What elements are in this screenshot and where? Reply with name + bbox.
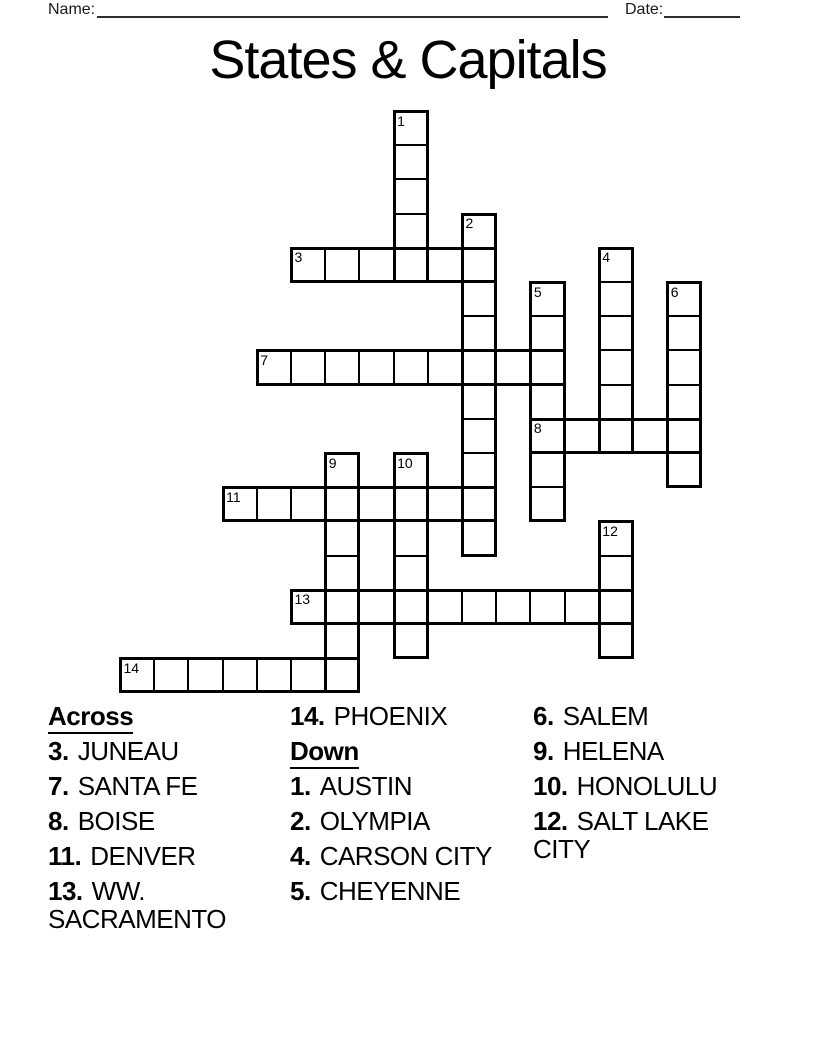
clue-text: PHOENIX — [333, 701, 448, 731]
clue-text: CARSON CITY — [319, 841, 492, 871]
cell-number: 6 — [670, 283, 679, 300]
grid-cell[interactable] — [393, 213, 429, 249]
clue-text: BOISE — [77, 806, 155, 836]
clue-number: 3. — [48, 736, 69, 766]
grid-cell[interactable] — [427, 486, 463, 522]
grid-cell[interactable] — [324, 247, 360, 283]
cell-number: 4 — [602, 249, 611, 266]
grid-cell[interactable] — [461, 589, 497, 625]
clue-number: 13. — [48, 876, 83, 906]
clue-item — [48, 877, 254, 933]
grid-cell[interactable] — [393, 349, 429, 385]
clue-item — [48, 842, 254, 870]
grid-cell[interactable] — [461, 349, 497, 385]
grid-cell[interactable] — [666, 452, 702, 488]
cell-number: 2 — [465, 215, 474, 232]
clue-text: SALEM — [562, 701, 649, 731]
grid-cell[interactable] — [290, 486, 326, 522]
grid-cell[interactable] — [393, 144, 429, 180]
grid-cell[interactable] — [598, 349, 634, 385]
grid-cell[interactable] — [598, 281, 634, 317]
clue-text: HONOLULU — [576, 771, 718, 801]
grid-cell[interactable] — [324, 349, 360, 385]
clues-heading-across — [48, 702, 254, 730]
grid-cell[interactable] — [529, 418, 565, 454]
grid-cell[interactable] — [256, 486, 292, 522]
date-fill-line[interactable] — [664, 0, 740, 18]
grid-cell[interactable] — [598, 384, 634, 420]
grid-cell[interactable] — [393, 520, 429, 556]
cell-number: 11 — [226, 488, 241, 505]
grid-cell[interactable] — [324, 589, 360, 625]
clue-text: WW. SACRAMENTO — [48, 876, 226, 934]
grid-cell[interactable] — [393, 178, 429, 214]
name-fill-line[interactable] — [97, 0, 608, 18]
grid-cell[interactable] — [529, 589, 565, 625]
crossword-grid — [119, 110, 703, 694]
clue-number: 14. — [290, 701, 325, 731]
clue-text: SALT LAKE CITY — [533, 806, 709, 864]
clue-item — [533, 702, 739, 730]
grid-cell[interactable] — [393, 486, 429, 522]
clue-text: JUNEAU — [77, 736, 179, 766]
clue-number: 6. — [533, 701, 554, 731]
grid-cell[interactable] — [290, 589, 326, 625]
grid-cell[interactable] — [461, 384, 497, 420]
grid-cell[interactable] — [393, 623, 429, 659]
clue-text: DENVER — [90, 841, 196, 871]
grid-cell[interactable] — [461, 281, 497, 317]
grid-cell[interactable] — [495, 349, 531, 385]
clue-text: AUSTIN — [319, 771, 413, 801]
grid-cell[interactable] — [461, 486, 497, 522]
grid-cell[interactable] — [529, 315, 565, 351]
grid-cell[interactable] — [598, 247, 634, 283]
grid-cell[interactable] — [632, 418, 668, 454]
clues-heading-down — [290, 737, 496, 765]
grid-cell[interactable] — [358, 349, 394, 385]
grid-cell[interactable] — [529, 486, 565, 522]
clue-item — [290, 842, 496, 870]
grid-cell[interactable] — [290, 247, 326, 283]
date-label: Date: — [625, 1, 664, 18]
clue-item — [290, 772, 496, 800]
clue-item — [48, 772, 254, 800]
cell-number: 5 — [533, 283, 542, 300]
clue-item — [290, 877, 496, 905]
clues-heading-label: Across — [48, 701, 133, 734]
grid-cell[interactable] — [324, 452, 360, 488]
grid-cell[interactable] — [666, 384, 702, 420]
clue-number: 5. — [290, 876, 311, 906]
grid-cell[interactable] — [222, 657, 258, 693]
grid-cell[interactable] — [461, 213, 497, 249]
grid-cell[interactable] — [358, 589, 394, 625]
clue-number: 8. — [48, 806, 69, 836]
grid-cell[interactable] — [153, 657, 189, 693]
grid-cell[interactable] — [358, 486, 394, 522]
grid-cell[interactable] — [598, 555, 634, 591]
grid-cell[interactable] — [393, 247, 429, 283]
clue-item — [48, 737, 254, 765]
clue-item — [290, 702, 496, 730]
clue-item — [533, 772, 739, 800]
grid-cell[interactable] — [324, 657, 360, 693]
grid-cell[interactable] — [393, 110, 429, 146]
grid-cell[interactable] — [358, 247, 394, 283]
clue-column-3 — [533, 702, 739, 870]
grid-cell[interactable] — [119, 657, 155, 693]
clue-text: SANTA FE — [77, 771, 198, 801]
grid-cell[interactable] — [427, 589, 463, 625]
clue-text: CHEYENNE — [319, 876, 461, 906]
cell-number: 8 — [533, 420, 542, 437]
clue-text: OLYMPIA — [319, 806, 430, 836]
cell-number: 1 — [397, 112, 405, 129]
grid-cell[interactable] — [495, 589, 531, 625]
clue-number: 10. — [533, 771, 568, 801]
cell-number: 12 — [602, 522, 618, 539]
grid-cell[interactable] — [529, 452, 565, 488]
page-title: States & Capitals — [209, 30, 607, 90]
grid-cell[interactable] — [564, 418, 600, 454]
grid-cell[interactable] — [324, 555, 360, 591]
grid-cell[interactable] — [529, 349, 565, 385]
grid-cell[interactable] — [461, 418, 497, 454]
cell-number: 14 — [123, 659, 140, 676]
grid-cell[interactable] — [666, 281, 702, 317]
grid-cell[interactable] — [324, 520, 360, 556]
grid-cell[interactable] — [256, 349, 292, 385]
grid-cell[interactable] — [393, 589, 429, 625]
clue-number: 12. — [533, 806, 568, 836]
grid-cell[interactable] — [290, 657, 326, 693]
grid-cell[interactable] — [461, 452, 497, 488]
grid-cell[interactable] — [598, 623, 634, 659]
clues-heading-label: Down — [290, 736, 359, 769]
cell-number: 10 — [397, 454, 413, 471]
grid-cell[interactable] — [666, 418, 702, 454]
grid-cell[interactable] — [461, 520, 497, 556]
grid-cell[interactable] — [529, 281, 565, 317]
clue-item — [290, 807, 496, 835]
grid-cell[interactable] — [427, 349, 463, 385]
grid-cell[interactable] — [324, 623, 360, 659]
clue-number: 11. — [48, 841, 82, 871]
grid-cell[interactable] — [598, 315, 634, 351]
clue-item — [533, 737, 739, 765]
clue-column-1 — [48, 702, 254, 940]
cell-number: 7 — [260, 351, 269, 368]
grid-cell[interactable] — [461, 247, 497, 283]
grid-cell[interactable] — [324, 486, 360, 522]
grid-cell[interactable] — [290, 349, 326, 385]
name-label: Name: — [48, 1, 96, 18]
grid-cell[interactable] — [393, 452, 429, 488]
clue-item — [533, 807, 739, 863]
clue-item — [48, 807, 254, 835]
clue-number: 4. — [290, 841, 311, 871]
grid-cell[interactable] — [666, 315, 702, 351]
grid-cell[interactable] — [564, 589, 600, 625]
clue-number: 2. — [290, 806, 311, 836]
grid-cell[interactable] — [187, 657, 223, 693]
clue-number: 7. — [48, 771, 69, 801]
clue-number: 9. — [533, 736, 554, 766]
grid-cell[interactable] — [393, 555, 429, 591]
cell-number: 13 — [294, 591, 311, 608]
grid-cell[interactable] — [222, 486, 258, 522]
clue-text: HELENA — [562, 736, 664, 766]
grid-cell[interactable] — [666, 349, 702, 385]
grid-cell[interactable] — [461, 315, 497, 351]
clue-number: 1. — [290, 771, 311, 801]
cell-number: 3 — [294, 249, 303, 266]
grid-cell[interactable] — [256, 657, 292, 693]
grid-cell[interactable] — [529, 384, 565, 420]
grid-cell[interactable] — [427, 247, 463, 283]
clue-column-2 — [290, 702, 496, 912]
grid-cell[interactable] — [598, 589, 634, 625]
grid-cell[interactable] — [598, 418, 634, 454]
grid-cell[interactable] — [598, 520, 634, 556]
cell-number: 9 — [328, 454, 337, 471]
